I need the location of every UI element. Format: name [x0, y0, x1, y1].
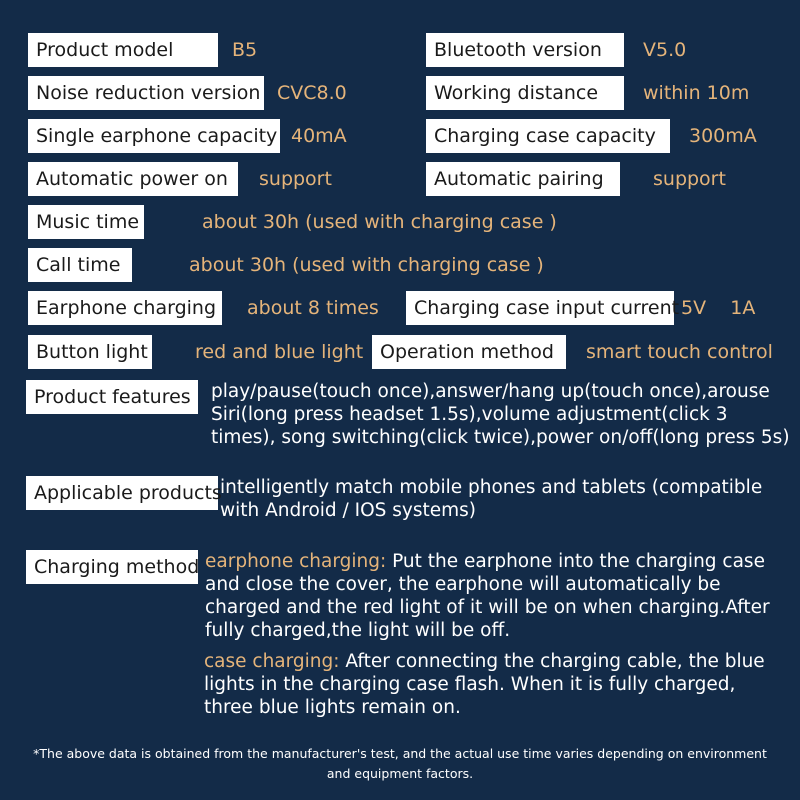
earphone-charging-prefix: earphone charging:: [205, 551, 387, 572]
value-working-distance: within 10m: [643, 82, 750, 104]
label-music-time: Music time: [28, 205, 144, 239]
label-bluetooth-version: Bluetooth version: [426, 33, 624, 67]
value-operation-method: smart touch control: [586, 341, 773, 363]
text-applicable-products: intelligently match mobile phones and tablets (compatible with Android / IOS systems): [220, 477, 763, 521]
label-applicable-products: Applicable products: [26, 476, 218, 510]
value-call-time: about 30h (used with charging case ): [189, 254, 544, 276]
label-call-time: Call time: [28, 248, 132, 282]
footnote: *The above data is obtained from the manufacturer's test, and the actual use time varies depending on environment and equipment factors.: [33, 746, 767, 781]
value-bluetooth-version: V5.0: [643, 39, 687, 61]
label-charging-method: Charging method: [26, 550, 198, 584]
label-auto-power-on: Automatic power on: [28, 162, 238, 196]
label-working-distance: Working distance: [426, 76, 624, 110]
text-product-features: play/pause(touch once),answer/hang up(touch once),arouse Siri(long press headset 1.5s),volume adjustment(click 3 times), song switching(click twice),power on/off(long press 5s): [211, 381, 790, 448]
label-button-light: Button light: [28, 335, 152, 369]
value-auto-pairing: support: [653, 168, 726, 190]
text-case-charging-method: [204, 650, 779, 719]
label-operation-method: Operation method: [372, 335, 566, 369]
value-product-model: B5: [232, 39, 258, 61]
label-product-model: Product model: [28, 33, 218, 67]
label-case-capacity: Charging case capacity: [426, 119, 670, 153]
value-button-light: red and blue light: [195, 341, 364, 363]
case-charging-prefix: case charging:: [204, 651, 340, 672]
value-case-capacity: 300mA: [689, 125, 757, 147]
label-single-capacity: Single earphone capacity: [28, 119, 280, 153]
label-product-features: Product features: [26, 380, 198, 414]
case-charging-text: After connecting the charging cable, the blue lights in the charging case flash. When it is fully charged, three blue lights remain on.: [204, 651, 765, 718]
label-earphone-charging: Earphone charging: [28, 291, 222, 325]
value-case-input-current: 5V 1A: [681, 297, 756, 319]
label-auto-pairing: Automatic pairing: [426, 162, 620, 196]
text-earphone-charging-method: [205, 550, 775, 642]
value-music-time: about 30h (used with charging case ): [202, 211, 557, 233]
value-earphone-charging: about 8 times: [247, 297, 379, 319]
earphone-charging-text: Put the earphone into the charging case and close the cover, the earphone will automatically be charged and the red light of it will be on when charging.After fully charged,the light will be off.: [205, 551, 770, 641]
value-auto-power-on: support: [259, 168, 332, 190]
value-single-capacity: 40mA: [291, 125, 347, 147]
label-noise-reduction: Noise reduction version: [28, 76, 264, 110]
label-case-input-current: Charging case input current: [406, 291, 674, 325]
value-noise-reduction: CVC8.0: [277, 82, 347, 104]
